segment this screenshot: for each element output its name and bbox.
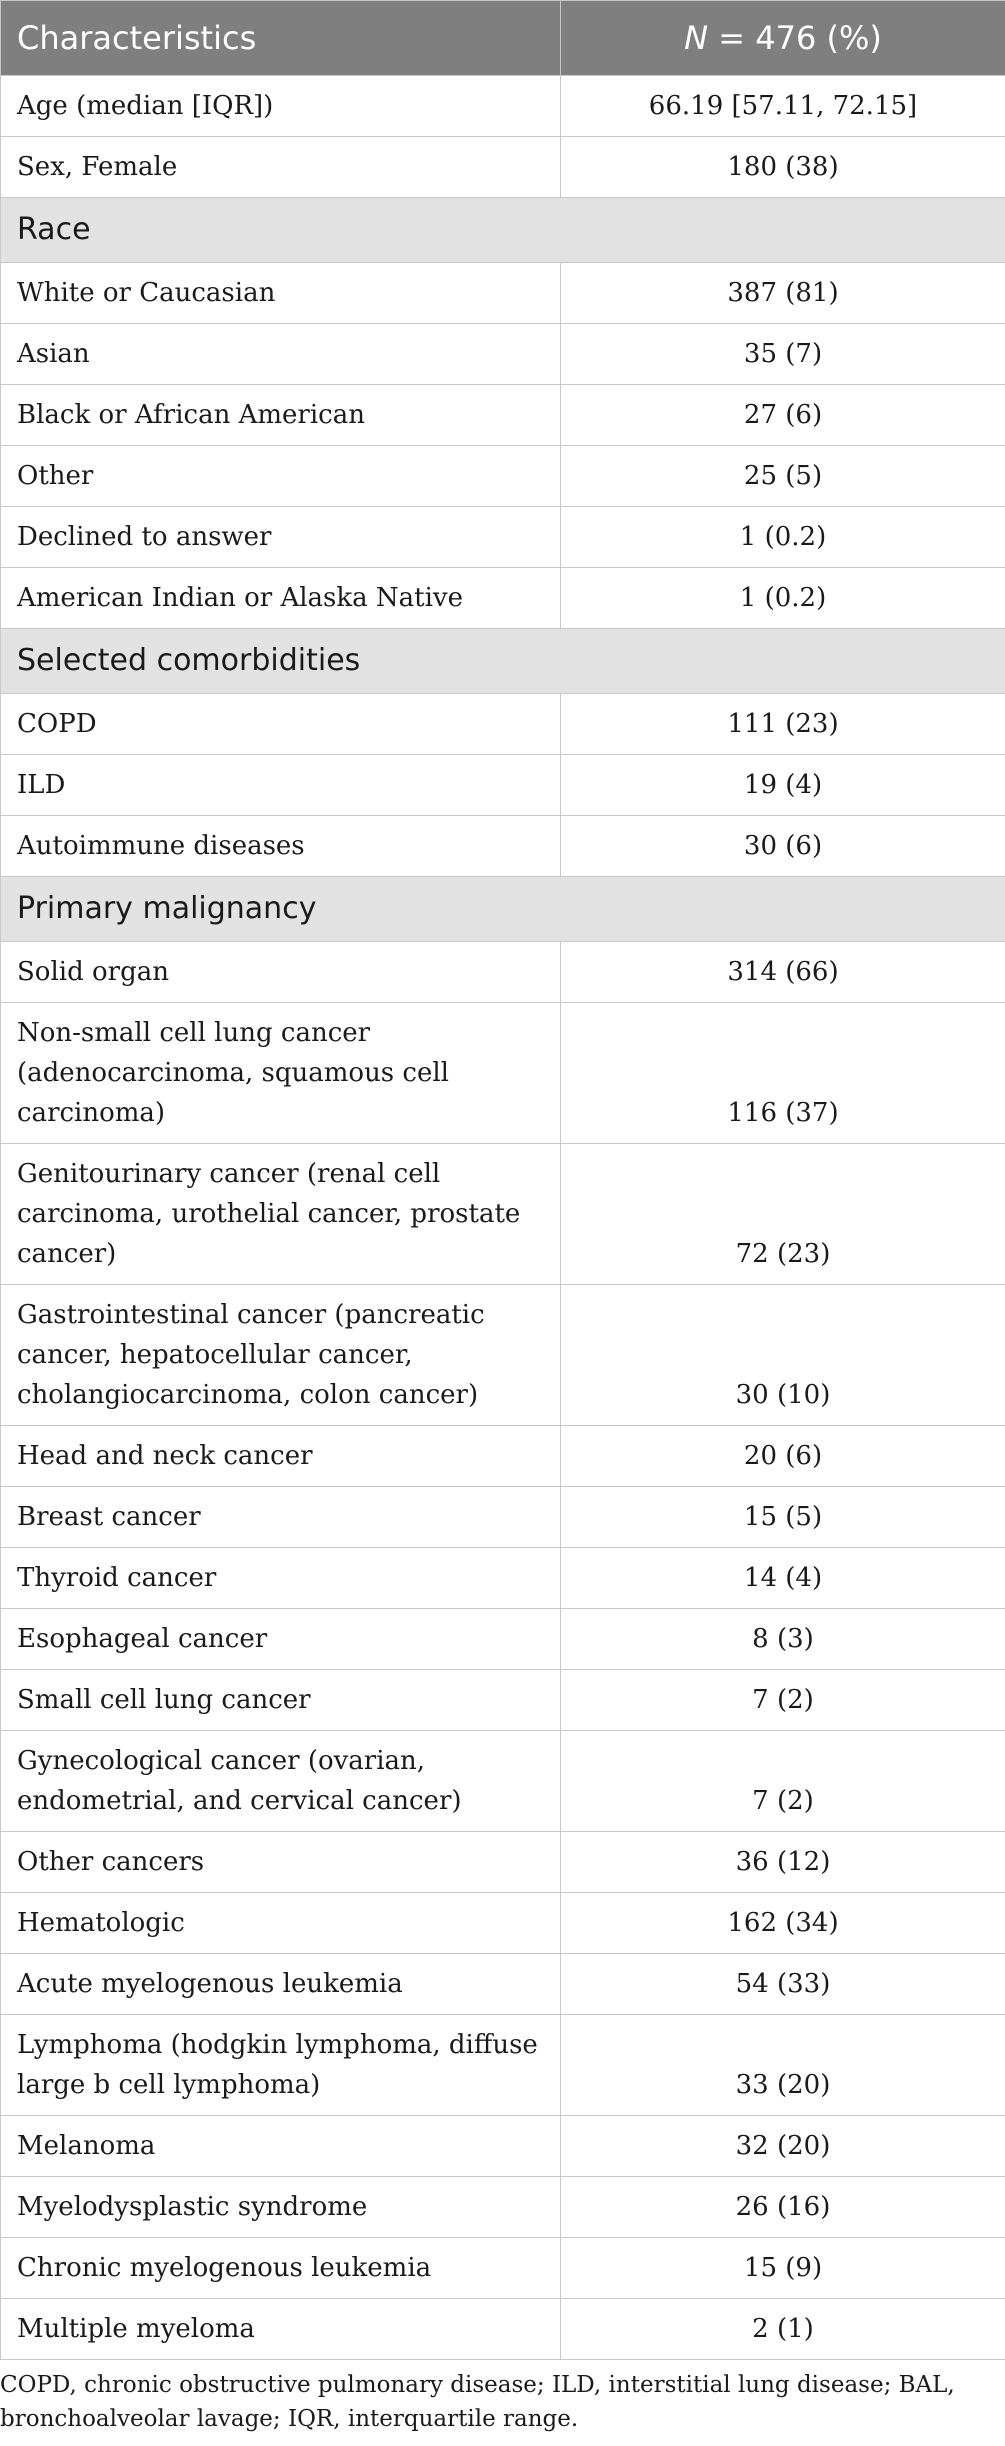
row-label: Asian (1, 324, 561, 385)
section-header-row (1, 198, 1005, 263)
row-value: 35 (7) (561, 324, 1005, 385)
table-row (1, 694, 1005, 755)
row-value: 54 (33) (561, 1954, 1005, 2015)
row-label: Gynecological cancer (ovarian, endometrial, and cervical cancer) (1, 1731, 561, 1832)
table-row (1, 2238, 1005, 2299)
row-label: American Indian or Alaska Native (1, 568, 561, 629)
row-value: 14 (4) (561, 1548, 1005, 1609)
table-row (1, 385, 1005, 446)
row-value: 314 (66) (561, 942, 1005, 1003)
row-label: Thyroid cancer (1, 1548, 561, 1609)
row-label: Gastrointestinal cancer (pancreatic cancer, hepatocellular cancer, cholangiocarcinoma, colon cancer) (1, 1285, 561, 1426)
row-value: 1 (0.2) (561, 568, 1005, 629)
row-value: 26 (16) (561, 2177, 1005, 2238)
row-value: 162 (34) (561, 1893, 1005, 1954)
table-row (1, 1285, 1005, 1426)
row-label: Age (median [IQR]) (1, 76, 561, 137)
row-value: 7 (2) (561, 1731, 1005, 1832)
table-row (1, 2015, 1005, 2116)
table-row (1, 942, 1005, 1003)
row-value: 30 (10) (561, 1285, 1005, 1426)
row-label: Autoimmune diseases (1, 816, 561, 877)
table-header-row (1, 1, 1005, 76)
row-value: 15 (5) (561, 1487, 1005, 1548)
row-label: COPD (1, 694, 561, 755)
table-row (1, 1003, 1005, 1144)
table-row (1, 816, 1005, 877)
row-label: Non-small cell lung cancer (adenocarcinoma, squamous cell carcinoma) (1, 1003, 561, 1144)
row-value: 32 (20) (561, 2116, 1005, 2177)
section-label: Race (1, 198, 1005, 263)
table-row (1, 2299, 1005, 2360)
table-row (1, 507, 1005, 568)
row-label: Esophageal cancer (1, 1609, 561, 1670)
row-label: White or Caucasian (1, 263, 561, 324)
table-row (1, 1731, 1005, 1832)
row-label: Head and neck cancer (1, 1426, 561, 1487)
table-row (1, 2116, 1005, 2177)
row-value: 36 (12) (561, 1832, 1005, 1893)
row-label: Black or African American (1, 385, 561, 446)
header-n-symbol: N (684, 19, 709, 57)
row-value: 111 (23) (561, 694, 1005, 755)
table-body (1, 76, 1005, 2360)
table-row (1, 1954, 1005, 2015)
row-label: Other (1, 446, 561, 507)
row-value: 180 (38) (561, 137, 1005, 198)
row-label: Declined to answer (1, 507, 561, 568)
section-header-row (1, 629, 1005, 694)
row-value: 2 (1) (561, 2299, 1005, 2360)
row-label: Breast cancer (1, 1487, 561, 1548)
table-row (1, 1832, 1005, 1893)
row-value: 20 (6) (561, 1426, 1005, 1487)
row-label: Acute myelogenous leukemia (1, 1954, 561, 2015)
row-value: 116 (37) (561, 1003, 1005, 1144)
row-label: Lymphoma (hodgkin lymphoma, diffuse large b cell lymphoma) (1, 2015, 561, 2116)
row-value: 387 (81) (561, 263, 1005, 324)
row-value: 15 (9) (561, 2238, 1005, 2299)
row-value: 7 (2) (561, 1670, 1005, 1731)
row-label: Hematologic (1, 1893, 561, 1954)
row-value: 27 (6) (561, 385, 1005, 446)
row-label: ILD (1, 755, 561, 816)
table-row (1, 137, 1005, 198)
table-row (1, 446, 1005, 507)
table-row (1, 1609, 1005, 1670)
table-row (1, 324, 1005, 385)
table-row (1, 1144, 1005, 1285)
table-row (1, 76, 1005, 137)
table-row (1, 1426, 1005, 1487)
row-label: Sex, Female (1, 137, 561, 198)
table-footnote: COPD, chronic obstructive pulmonary disease; ILD, interstitial lung disease; BAL, bronchoalveolar lavage; IQR, interquartile range. (0, 2372, 955, 2432)
table-row (1, 1548, 1005, 1609)
row-value: 19 (4) (561, 755, 1005, 816)
row-value: 25 (5) (561, 446, 1005, 507)
row-label: Myelodysplastic syndrome (1, 2177, 561, 2238)
row-label: Multiple myeloma (1, 2299, 561, 2360)
row-value: 72 (23) (561, 1144, 1005, 1285)
row-label: Chronic myelogenous leukemia (1, 2238, 561, 2299)
row-value: 33 (20) (561, 2015, 1005, 2116)
table-row (1, 263, 1005, 324)
section-label: Selected comorbidities (1, 629, 1005, 694)
header-characteristics: Characteristics (1, 1, 561, 76)
row-label: Melanoma (1, 2116, 561, 2177)
row-value: 1 (0.2) (561, 507, 1005, 568)
section-header-row (1, 877, 1005, 942)
header-count-label: = 476 (%) (708, 19, 882, 57)
row-label: Other cancers (1, 1832, 561, 1893)
table-row (1, 568, 1005, 629)
row-value: 30 (6) (561, 816, 1005, 877)
section-label: Primary malignancy (1, 877, 1005, 942)
table-row (1, 2177, 1005, 2238)
table-row (1, 1487, 1005, 1548)
table-row (1, 1670, 1005, 1731)
row-label: Genitourinary cancer (renal cell carcinoma, urothelial cancer, prostate cancer) (1, 1144, 561, 1285)
row-value: 66.19 [57.11, 72.15] (561, 76, 1005, 137)
row-label: Solid organ (1, 942, 561, 1003)
table-row (1, 1893, 1005, 1954)
header-count (561, 1, 1005, 76)
row-label: Small cell lung cancer (1, 1670, 561, 1731)
row-value: 8 (3) (561, 1609, 1005, 1670)
table-row (1, 755, 1005, 816)
